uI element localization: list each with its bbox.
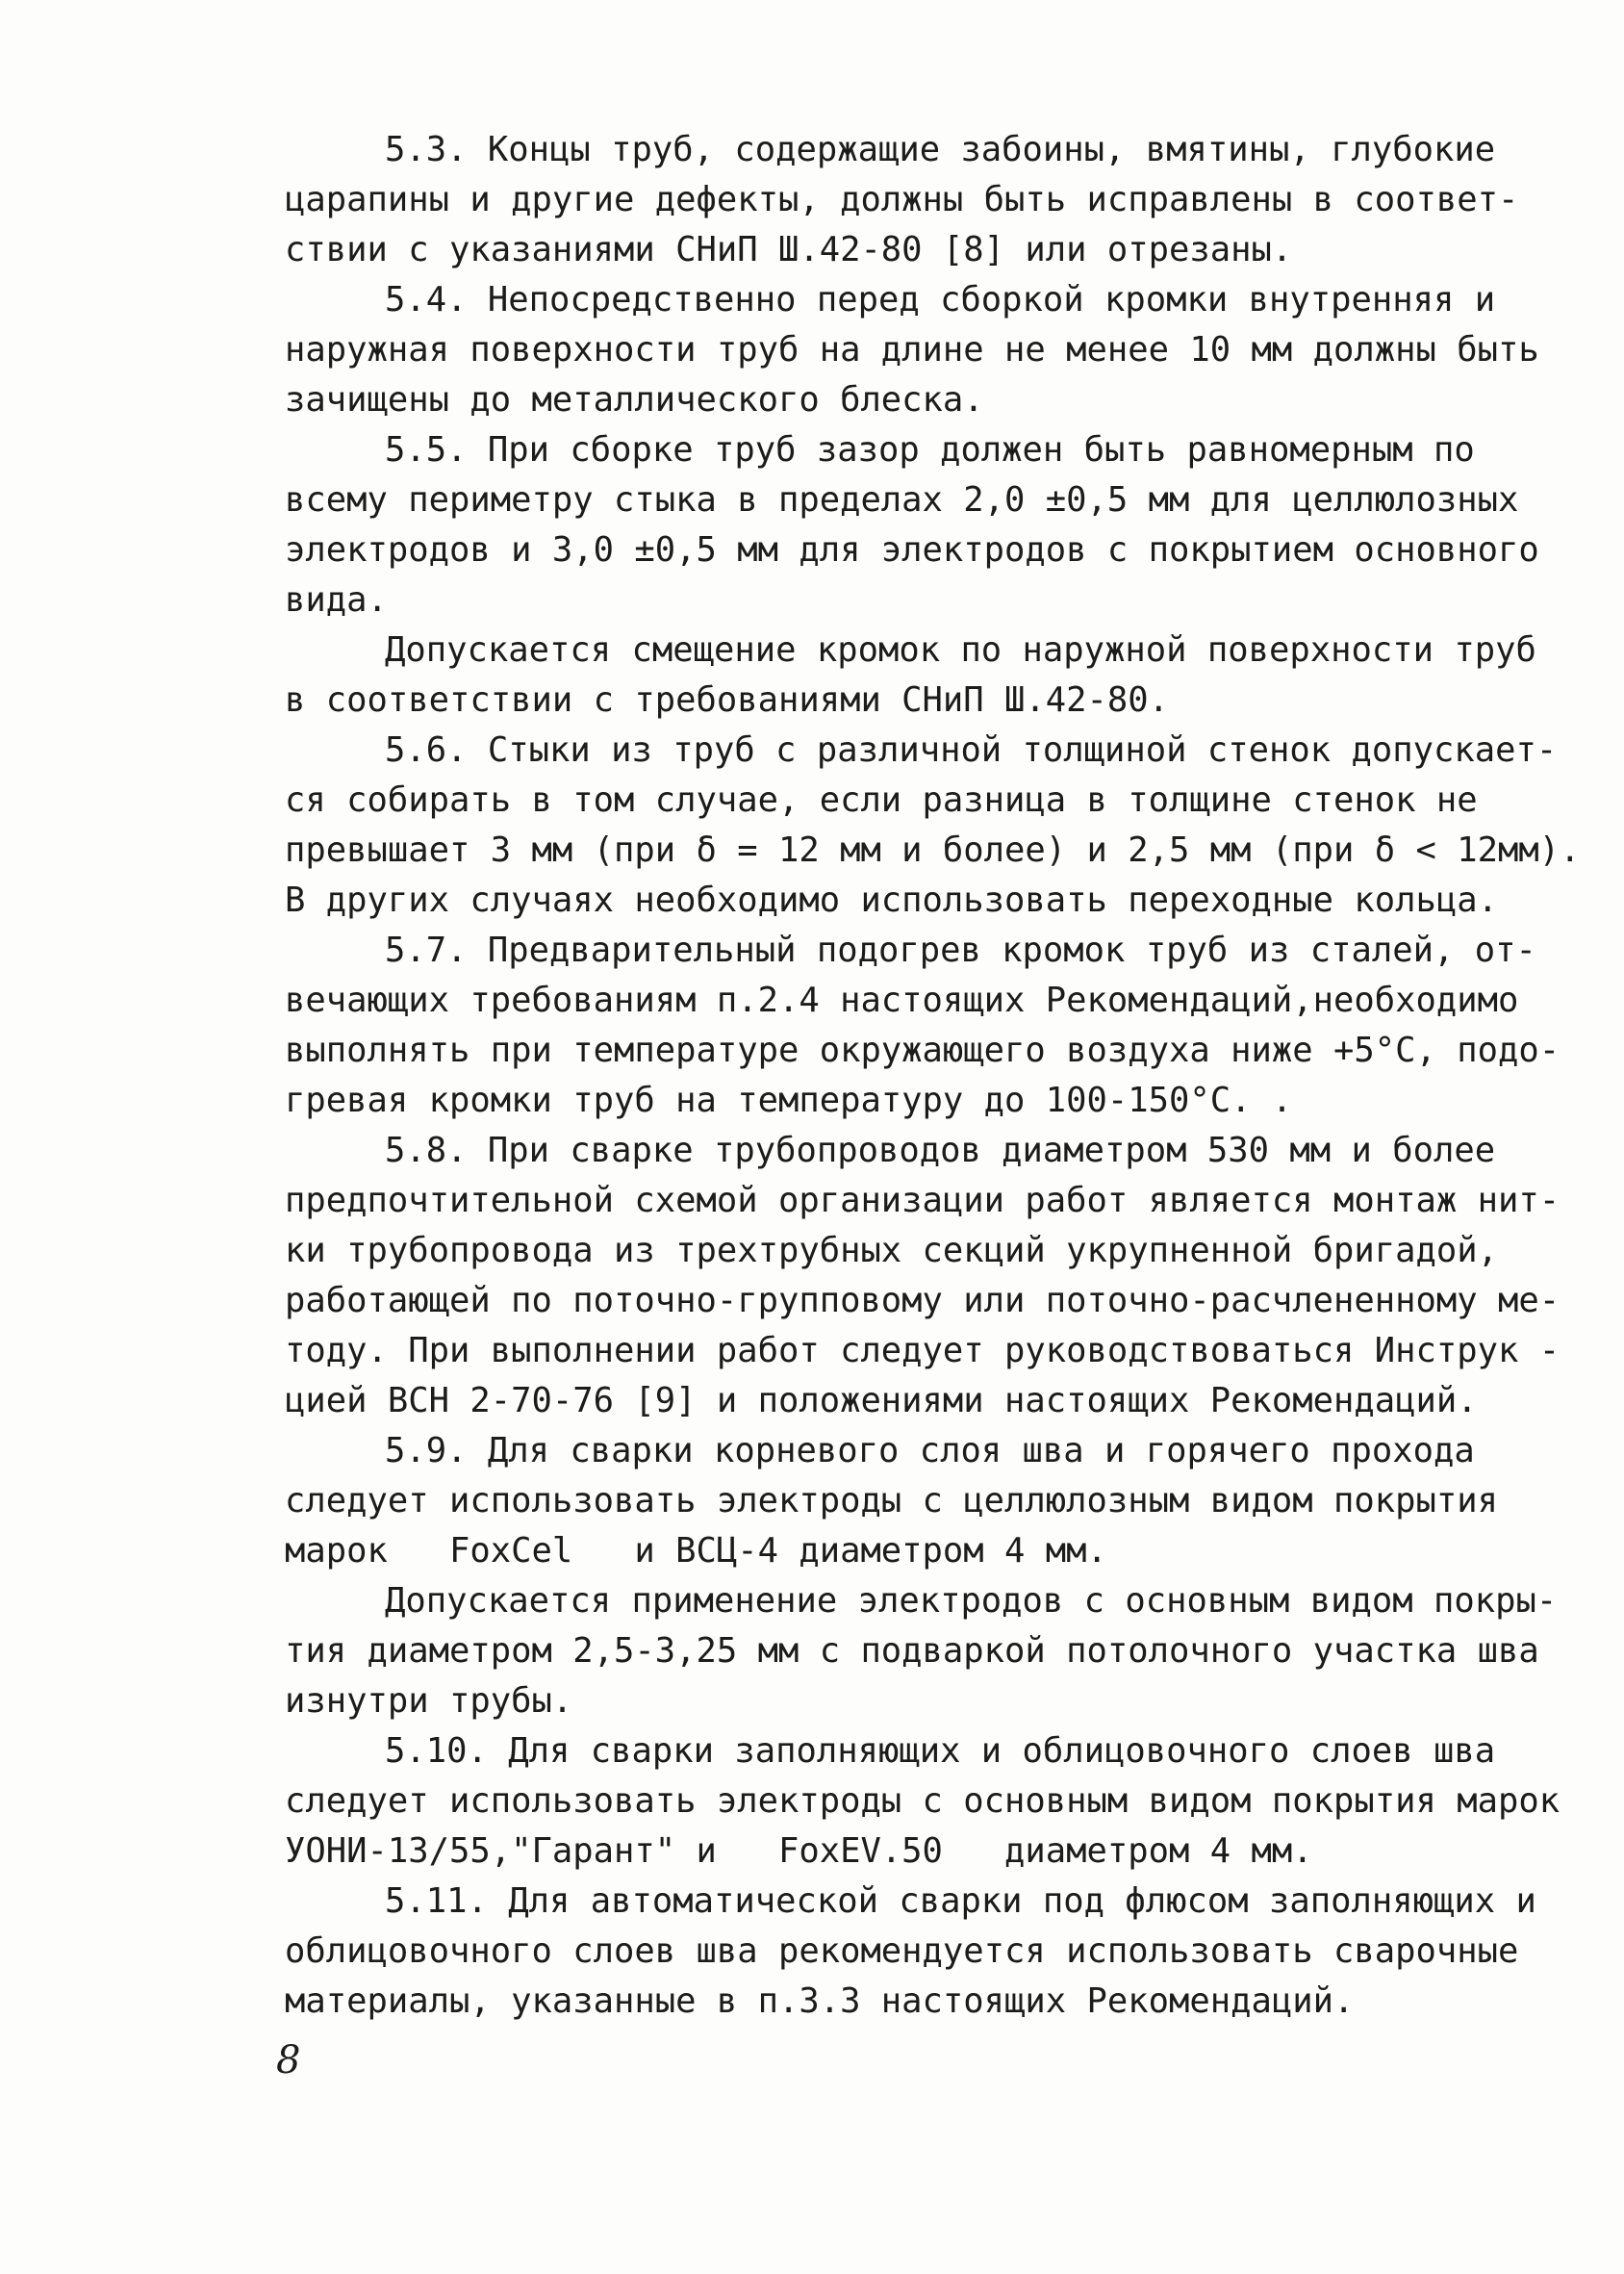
text-line: Допускается применение электродов с основным видом покры- <box>385 1581 1558 1621</box>
text-line: следует использовать электроды с основным видом покрытия марок <box>285 1781 1561 1821</box>
text-line: В других случаях необходимо использовать переходные кольца. <box>285 881 1498 920</box>
text-line: 5.6. Стыки из труб с различной толщиной стенок допускает- <box>385 730 1558 770</box>
text-line: тоду. При выполнении работ следует руководствоваться Инструк - <box>285 1331 1561 1370</box>
text-line: 5.4. Непосредственно перед сборкой кромки внутренняя и <box>385 280 1496 319</box>
text-line: материалы, указанные в п.3.3 настоящих Рекомендаций. <box>285 1981 1355 2021</box>
text-line: 5.11. Для автоматической сварки под флюсом заполняющих и <box>385 1881 1536 1921</box>
text-line: 5.8. При сварке трубопроводов диаметром 530 мм и более <box>385 1131 1496 1170</box>
text-line: вечающих требованиям п.2.4 настоящих Рекомендаций,необходимо <box>285 981 1519 1020</box>
text-line: цией ВСН 2-70-76 [9] и положениями настоящих Рекомендаций. <box>285 1381 1478 1420</box>
text-line: Допускается смещение кромок по наружной поверхности труб <box>385 630 1536 670</box>
text-line: электродов и 3,0 ±0,5 мм для электродов с покрытием основного <box>285 530 1539 570</box>
text-line: выполнять при температуре окружающего воздуха ниже +5°С, подо- <box>285 1031 1561 1070</box>
text-line: следует использовать электроды с целлюлозным видом покрытия <box>285 1481 1498 1520</box>
text-line: вида. <box>285 580 388 620</box>
text-line: наружная поверхности труб на длине не менее 10 мм должны быть <box>285 330 1539 370</box>
text-line: царапины и другие дефекты, должны быть исправлены в соответ- <box>285 180 1519 219</box>
text-line: всему периметру стыка в пределах 2,0 ±0,5 мм для целлюлозных <box>285 480 1519 520</box>
text-line: 5.7. Предварительный подогрев кромок труб из сталей, от- <box>385 931 1536 970</box>
text-line: зачищены до металлического блеска. <box>285 380 984 420</box>
text-line: превышает 3 мм (при δ = 12 мм и более) и 2,5 мм (при δ < 12мм). <box>285 830 1581 870</box>
page-number: 8 <box>276 2038 301 2082</box>
text-line: 5.5. При сборке труб зазор должен быть равномерным по <box>385 430 1475 470</box>
text-line: ствии с указаниями СНиП Ш.42-80 [8] или отрезаны. <box>285 230 1293 269</box>
text-line: гревая кромки труб на температуру до 100-150°С. . <box>285 1081 1293 1120</box>
text-line: облицовочного слоев шва рекомендуется использовать сварочные <box>285 1931 1519 1971</box>
text-line: изнутри трубы. <box>285 1681 573 1721</box>
text-line: УОНИ-13/55,"Гарант" и FoxEV.50 диаметром 4 мм. <box>285 1831 1313 1871</box>
text-line: тия диаметром 2,5-3,25 мм с подваркой потолочного участка шва <box>285 1631 1539 1671</box>
text-line: 5.3. Концы труб, содержащие забоины, вмятины, глубокие <box>385 130 1496 169</box>
text-line: работающей по поточно-групповому или поточно-расчлененному ме- <box>285 1281 1561 1320</box>
text-line: в соответствии с требованиями СНиП Ш.42-80. <box>285 680 1170 720</box>
text-line: 5.10. Для сварки заполняющих и облицовочного слоев шва <box>385 1731 1496 1771</box>
text-line: марок FoxCel и ВСЦ-4 диаметром 4 мм. <box>285 1531 1107 1571</box>
text-line: ся собирать в том случае, если разница в толщине стенок не <box>285 780 1478 820</box>
text-line: предпочтительной схемой организации работ является монтаж нит- <box>285 1181 1561 1220</box>
text-line: ки трубопровода из трехтрубных секций укрупненной бригадой, <box>285 1231 1498 1270</box>
text-line: 5.9. Для сварки корневого слоя шва и горячего прохода <box>385 1431 1475 1470</box>
